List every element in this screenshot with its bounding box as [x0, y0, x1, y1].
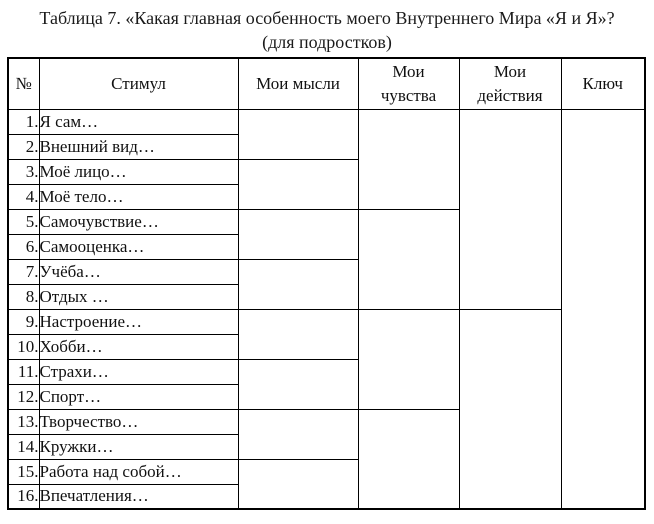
thoughts-cell: [238, 259, 358, 309]
header-stimulus: Стимул: [39, 58, 238, 109]
stimulus-response-table: [7, 57, 646, 510]
feelings-cell: [358, 209, 459, 309]
row-number-cell: 2.: [8, 134, 39, 159]
row-number-cell: 8.: [8, 284, 39, 309]
thoughts-cell: [238, 359, 358, 409]
header-row: [8, 58, 645, 109]
stimulus-cell: Работа над собой…: [39, 459, 238, 484]
feelings-cell: [358, 109, 459, 209]
thoughts-cell: [238, 109, 358, 159]
row-number-cell: 10.: [8, 334, 39, 359]
table-subtitle: (для подростков): [262, 32, 392, 52]
stimulus-cell: Учёба…: [39, 259, 238, 284]
row-number-cell: 4.: [8, 184, 39, 209]
thoughts-cell: [238, 159, 358, 209]
stimulus-cell: Спорт…: [39, 384, 238, 409]
row-number-cell: 15.: [8, 459, 39, 484]
stimulus-cell: Настроение…: [39, 309, 238, 334]
feelings-cell: [358, 409, 459, 509]
row-number-cell: 5.: [8, 209, 39, 234]
row-number-cell: 16.: [8, 484, 39, 509]
stimulus-cell: Отдых …: [39, 284, 238, 309]
stimulus-cell: Моё лицо…: [39, 159, 238, 184]
row-number-cell: 3.: [8, 159, 39, 184]
stimulus-cell: Самочувствие…: [39, 209, 238, 234]
thoughts-cell: [238, 309, 358, 359]
row-number-cell: 6.: [8, 234, 39, 259]
stimulus-cell: Творчество…: [39, 409, 238, 434]
header-actions: Мои действия: [459, 58, 561, 109]
row-number-cell: 1.: [8, 109, 39, 134]
row-number-cell: 13.: [8, 409, 39, 434]
thoughts-cell: [238, 409, 358, 459]
stimulus-cell: Самооценка…: [39, 234, 238, 259]
feelings-cell: [358, 309, 459, 409]
header-key: Ключ: [561, 58, 645, 109]
stimulus-cell: Хобби…: [39, 334, 238, 359]
actions-cell: [459, 309, 561, 509]
row-number-cell: 12.: [8, 384, 39, 409]
table-title: Таблица 7. «Какая главная особенность моего Внутреннего Мира «Я и Я»?: [39, 8, 615, 28]
stimulus-cell: Страхи…: [39, 359, 238, 384]
header-thoughts: Мои мысли: [238, 58, 358, 109]
row-number-cell: 9.: [8, 309, 39, 334]
thoughts-cell: [238, 209, 358, 259]
header-feelings: Мои чувства: [358, 58, 459, 109]
stimulus-cell: Внешний вид…: [39, 134, 238, 159]
row-number-cell: 11.: [8, 359, 39, 384]
thoughts-cell: [238, 459, 358, 509]
stimulus-cell: Моё тело…: [39, 184, 238, 209]
stimulus-cell: Кружки…: [39, 434, 238, 459]
row-number-cell: 14.: [8, 434, 39, 459]
table-row: [8, 309, 645, 334]
stimulus-cell: Впечатления…: [39, 484, 238, 509]
stimulus-cell: Я сам…: [39, 109, 238, 134]
table-caption: [0, 0, 654, 54]
table-row: [8, 109, 645, 134]
actions-cell: [459, 109, 561, 309]
header-num: №: [8, 58, 39, 109]
key-cell: [561, 109, 645, 509]
row-number-cell: 7.: [8, 259, 39, 284]
